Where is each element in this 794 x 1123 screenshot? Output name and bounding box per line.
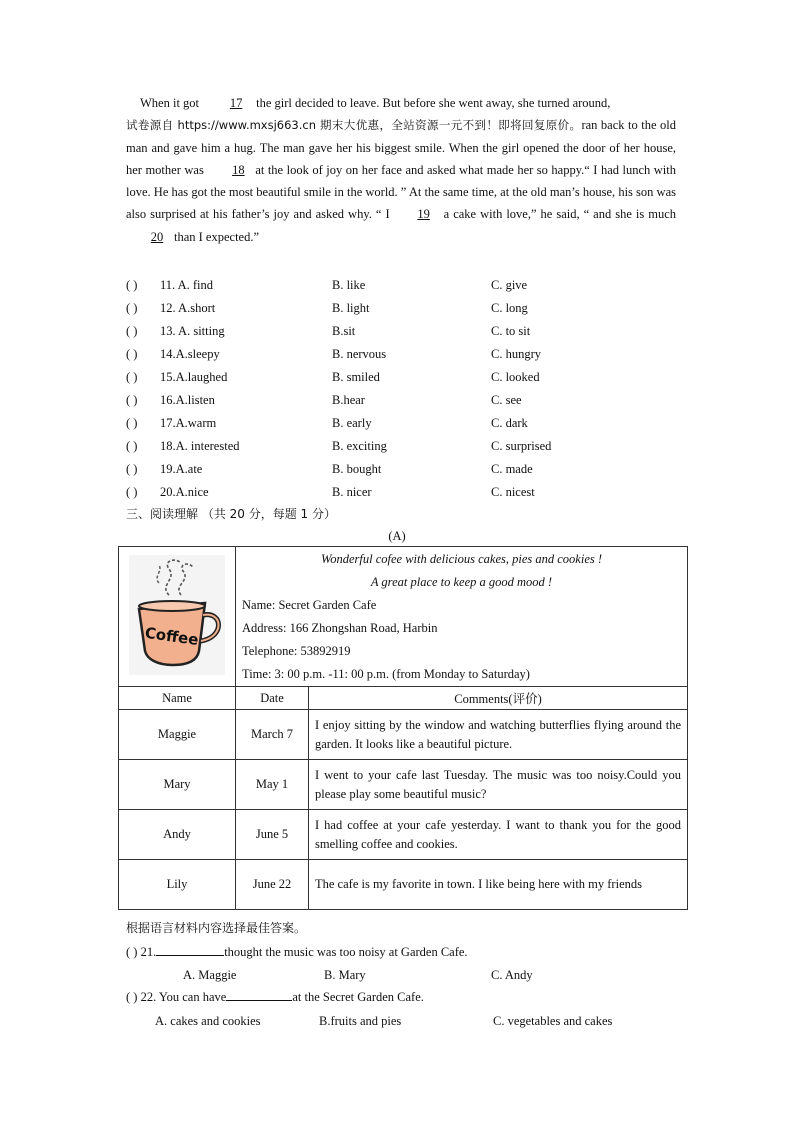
q21-suffix: thought the music was too noisy at Garden Cafe.	[224, 945, 468, 959]
option-c: C. to sit	[491, 324, 531, 338]
answer-paren[interactable]: ( )	[126, 393, 138, 407]
answer-paren[interactable]: ( )	[126, 416, 138, 430]
choice-row	[126, 343, 686, 366]
passage-text: ran back to the old man and gave him a hug. The man gave her his biggest smile. When the girl opened the door of her house, her mother was	[126, 118, 676, 177]
cafe-name: Name: Secret Garden Cafe	[242, 598, 377, 612]
part-label: (A)	[388, 529, 406, 543]
answer-paren[interactable]: ( )	[126, 462, 138, 476]
q21-option-a: A. Maggie	[183, 968, 237, 982]
q21-blank	[156, 943, 224, 956]
option-a: 16.A.listen	[160, 393, 215, 407]
choice-row	[126, 435, 686, 458]
cafe-info	[236, 547, 688, 687]
option-c: C. give	[491, 278, 528, 292]
logo-text: Coffee	[143, 623, 200, 649]
option-c: C. hungry	[491, 347, 541, 361]
answer-paren[interactable]: ( )	[126, 324, 138, 338]
passage-text: the girl decided to leave. But before she went away, she turned around,	[256, 96, 611, 110]
option-c: C. made	[491, 462, 533, 476]
choice-row	[126, 458, 686, 481]
blank-18: 18	[232, 162, 245, 177]
option-c: C. nicest	[491, 485, 535, 499]
blank-19: 19	[417, 207, 430, 222]
passage-text: at the look of joy on her face and asked what made her so happy.“ I had lunch with love. He has got the most beautiful smile in the world. ” At the same time, at the old man’s house, his son was also surprised at his father’s joy and asked why. “ I	[126, 162, 677, 222]
q21-prefix[interactable]: ( ) 21.	[126, 945, 157, 959]
cafe-telephone: Telephone: 53892919	[242, 644, 351, 658]
q22-blank	[226, 988, 292, 1001]
logo-cell	[119, 547, 236, 687]
cloze-passage	[126, 92, 676, 248]
row-name: Maggie	[119, 710, 236, 760]
option-c: C. surprised	[491, 439, 552, 453]
q22-prefix[interactable]: ( ) 22. You can have	[126, 990, 227, 1004]
col-header-date: Date	[236, 687, 309, 710]
row-date: May 1	[236, 760, 309, 810]
passage-text: When it got	[140, 96, 200, 110]
row-comment: I went to your cafe last Tuesday. The music was too noisy.Could you please play some beautiful music?	[309, 760, 688, 810]
row-name: Lily	[119, 860, 236, 910]
choice-row	[126, 274, 686, 297]
watermark-line: 试卷源自 https://www.mxsj663.cn 期末大优惠，全站资源一元不到！即将回复原价。	[126, 118, 582, 133]
row-date: June 5	[236, 810, 309, 860]
q22-option-c: C. vegetables and cakes	[493, 1014, 613, 1028]
row-name: Mary	[119, 760, 236, 810]
instruction: 根据语言材料内容选择最佳答案。	[126, 921, 307, 935]
option-c: C. looked	[491, 370, 540, 384]
option-b: B. smiled	[332, 370, 380, 384]
answer-paren[interactable]: ( )	[126, 347, 138, 361]
q21-option-b: B. Mary	[324, 968, 366, 982]
passage-text: a cake with love,” he said, “ and she is much	[439, 207, 676, 222]
slogan-1: Wonderful cofee with delicious cakes, pies and cookies !	[320, 552, 603, 566]
cloze-choices	[126, 274, 686, 504]
option-a: 17.A.warm	[160, 416, 217, 430]
choice-row	[126, 366, 686, 389]
option-b: B. nervous	[332, 347, 387, 361]
answer-paren[interactable]: ( )	[126, 301, 138, 315]
option-a: 11. A. find	[160, 278, 214, 292]
option-b: B. like	[332, 278, 366, 292]
option-b: B.hear	[332, 393, 365, 407]
row-date: June 22	[236, 860, 309, 910]
table-row	[119, 760, 688, 810]
row-comment: The cafe is my favorite in town. I like being here with my friends	[309, 860, 688, 910]
option-b: B. early	[332, 416, 372, 430]
choice-row	[126, 297, 686, 320]
col-header-name: Name	[119, 687, 236, 710]
option-a: 15.A.laughed	[160, 370, 228, 384]
option-a: 13. A. sitting	[160, 324, 225, 338]
q21-option-c: C. Andy	[491, 968, 533, 982]
option-b: B. light	[332, 301, 370, 315]
option-b: B. exciting	[332, 439, 387, 453]
question-22	[126, 987, 424, 1007]
row-name: Andy	[119, 810, 236, 860]
option-c: C. see	[491, 393, 522, 407]
option-c: C. long	[491, 301, 528, 315]
option-b: B.sit	[332, 324, 356, 338]
slogan-2: A great place to keep a good mood !	[370, 575, 553, 589]
option-a: 14.A.sleepy	[160, 347, 220, 361]
blank-17: 17	[229, 96, 243, 110]
option-a: 12. A.short	[160, 301, 216, 315]
col-header-comments: Comments(评价)	[309, 687, 688, 710]
blank-20: 20	[150, 229, 164, 244]
option-b: B. bought	[332, 462, 382, 476]
answer-paren[interactable]: ( )	[126, 278, 138, 292]
cafe-hours: Time: 3: 00 p.m. -11: 00 p.m. (from Monday to Saturday)	[242, 667, 530, 681]
passage-text: than I expected.”	[174, 229, 260, 244]
choice-row	[126, 481, 686, 504]
choice-row	[126, 412, 686, 435]
table-row	[119, 860, 688, 910]
answer-paren[interactable]: ( )	[126, 485, 138, 499]
row-date: March 7	[236, 710, 309, 760]
row-comment: I had coffee at your cafe yesterday. I want to thank you for the good smelling coffee and cookies.	[309, 810, 688, 860]
cafe-address: Address: 166 Zhongshan Road, Harbin	[242, 621, 438, 635]
choice-row	[126, 389, 686, 412]
cafe-ad-table	[118, 546, 688, 910]
option-b: B. nicer	[332, 485, 372, 499]
answer-paren[interactable]: ( )	[126, 370, 138, 384]
answer-paren[interactable]: ( )	[126, 439, 138, 453]
option-a: 19.A.ate	[160, 462, 203, 476]
section-title: 三、阅读理解 （共 20 分，每题 1 分）	[126, 507, 336, 521]
q22-option-a: A. cakes and cookies	[155, 1014, 261, 1028]
table-row	[119, 710, 688, 760]
table-row	[119, 810, 688, 860]
coffee-cup-icon	[129, 555, 225, 675]
q22-option-b: B.fruits and pies	[319, 1014, 402, 1028]
option-a: 18.A. interested	[160, 439, 240, 453]
question-21	[126, 942, 468, 962]
choice-row	[126, 320, 686, 343]
option-a: 20.A.nice	[160, 485, 209, 499]
row-comment: I enjoy sitting by the window and watching butterflies flying around the garden. It looks like a beautiful picture.	[309, 710, 688, 760]
q22-suffix: at the Secret Garden Cafe.	[292, 990, 424, 1004]
option-c: C. dark	[491, 416, 528, 430]
